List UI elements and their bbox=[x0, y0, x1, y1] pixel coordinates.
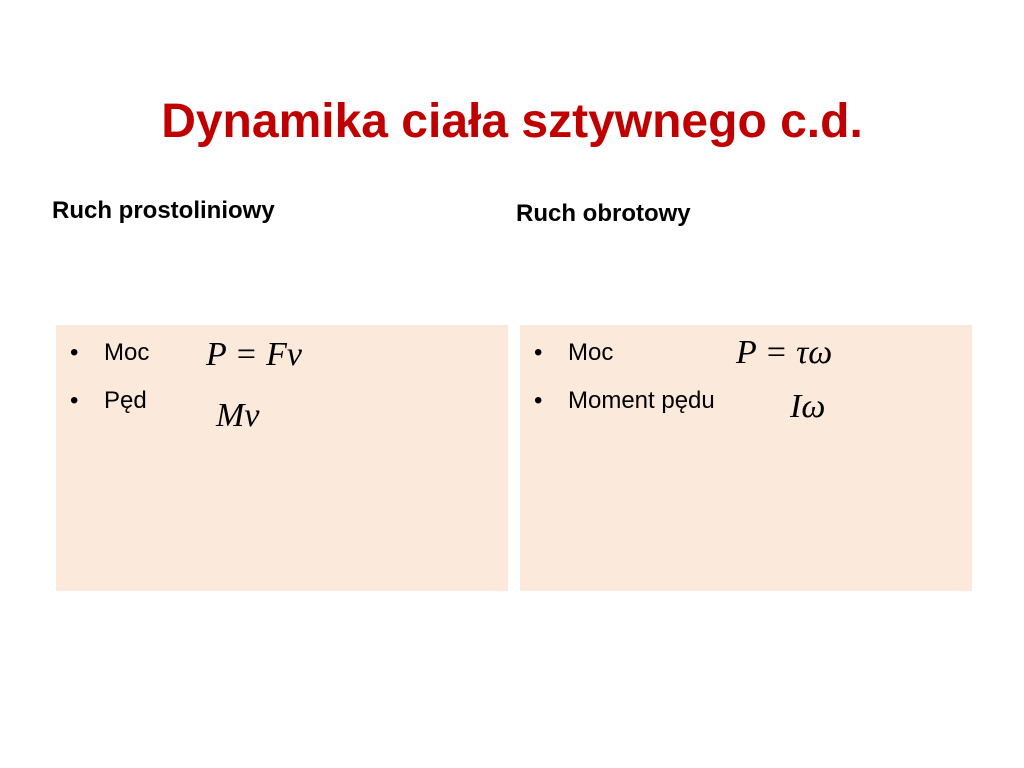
formula-momentum: Mv bbox=[216, 397, 260, 434]
list-item-momentum bbox=[70, 386, 147, 416]
item-label: Moc bbox=[568, 339, 614, 366]
formula-power-rotational: P = τω bbox=[736, 334, 833, 371]
item-label: Pęd bbox=[104, 387, 147, 414]
left-column-heading: Ruch prostoliniowy bbox=[52, 197, 275, 224]
list-item-power bbox=[534, 338, 613, 368]
formula-power-linear: P = Fv bbox=[206, 336, 302, 373]
list-item-power bbox=[70, 338, 149, 368]
left-content-panel bbox=[56, 325, 508, 591]
bullet: • bbox=[70, 339, 79, 366]
item-label: Moment pędu bbox=[568, 387, 715, 414]
right-content-panel bbox=[520, 325, 972, 591]
item-label: Moc bbox=[104, 339, 150, 366]
right-column-heading: Ruch obrotowy bbox=[516, 200, 691, 227]
bullet: • bbox=[534, 339, 543, 366]
slide-title: Dynamika ciała sztywnego c.d. bbox=[161, 95, 863, 148]
list-item-angular-momentum bbox=[534, 386, 715, 416]
bullet: • bbox=[534, 387, 543, 414]
formula-angular-momentum: Iω bbox=[790, 388, 826, 425]
bullet: • bbox=[70, 387, 79, 414]
